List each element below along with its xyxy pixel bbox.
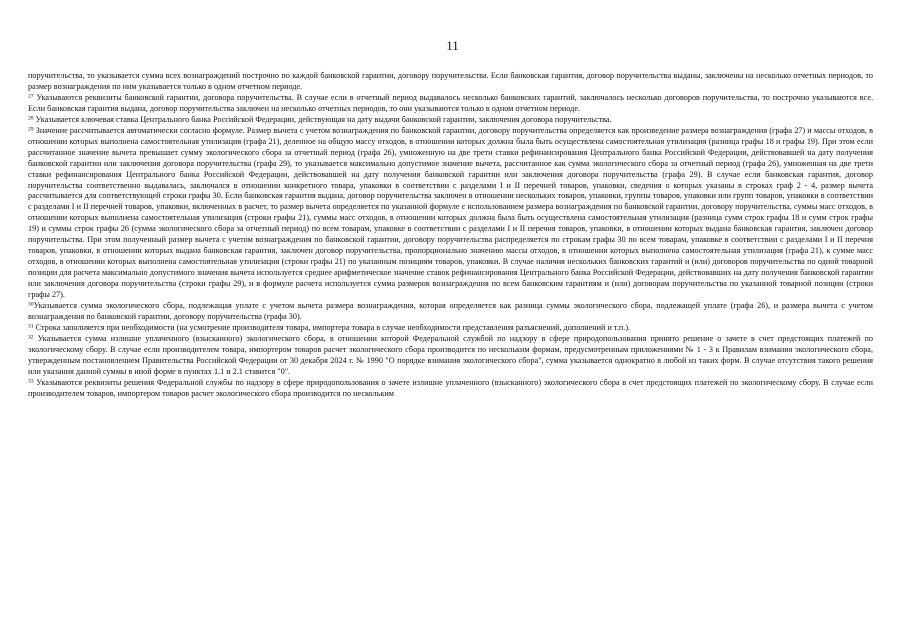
footnote-text: Значение рассчитывается автоматически согласно формуле. Размер вычета с учетом вознаграждения по банковской гарантии, договору поручительства определяется как произведение размера вознаграждения (графа 27) и массы отходов, в отношении которых выполнена самостоятельная утилизация (графа 21), деленное на общую массу отходов, в отношении которых должна была быть осуществлена самостоятельная утилизация (разница графы 18 и графы 19). При этом если рассчитанное значение вычета превышает сумму экологического сбора за отчетный период (графа 26), умноженную на две трети ставки рефинансирования Центрального банка Российской Федерации, действовавшей на дату получения банковской гарантии или заключения договора поручительства (графа 29), то указывается максимально допустимое значение вычета, рассчитанное как сумма экологического сбора за отчетный период (графа 26), умноженная на две трети ставки рефинансирования Центрального банка Российской Федерации, действовавшей на дату получения банковской гарантии или заключения договора поручительства (графа 29). В случае если банковская гарантия, договор поручительства соответственно выдавалась, заключался в отношении конкретного товара, упаковки в соответствии с разделами I и II перечней товаров, упаковки, сведения о которых указаны в строках граф 2 - 4, размер вычета рассчитывается для соответствующей строки графы 30. Если банковская гарантия выдана, договор поручительства заключен в отношении нескольких товаров, упаковки, группы товаров, упаковки или групп товаров, упаковки в соответствии с разделами I и II перечней товаров, упаковки, включенных в расчет, то размер вычета определяется по указанной формуле с использованием размера вознаграждения по банковской гарантии, договору поручительства, суммы масс отходов, в отношении которых выполнена самостоятельная утилизация (строки графы 21), суммы масс отходов, в отношении которых должна была быть осуществлена самостоятельная утилизация (разница сумм строк графы 18 и сумм строк графы 19) и суммы строк графы 26 (сумма экологического сбора за отчетный период) по всем товарам, упаковке в соответствии с разделами I и II перечня товаров, упаковки, в отношении которых выдана банковская гарантия, заключен договор поручительства. При этом полученный размер вычета с учетом вознаграждения по банковской гарантии, договору поручительства распределяется по строкам графы 30 по всем товарам, упаковке в соответствии с разделами I и II перечня товаров, упаковки, в отношении которых выдана банковская гарантия, заключен договор поручительства, пропорционально значению массы отходов, в отношении которых выполнена самостоятельная утилизация (графа 21), к сумме масс отходов, в отношении которых выполнена самостоятельная утилизация (строки графы 21) по указанным позициям товаров, упаковки. В случае наличия нескольких банковских гарантий и (или) договоров поручительства по одной товарной позиции для расчета максимально допустимого значения вычета используется среднее арифметическое значение ставок рефинансирования Центрального банка Российской Федерации, действовавших на дату получения банковской гарантии или заключения договора поручительства (строки графы 29), и в формуле расчета используется сумма размеров вознаграждения по всем банковским гарантиям и (или) договорам поручительства по указанной товарной позиции (строки графы 27). (28, 125, 873, 300)
footnote-paragraph (28, 334, 873, 378)
footnote-text: Указываются реквизиты решения Федеральной службы по надзору в сфере природопользования о зачете излишне уплаченного (взысканного) экологического сбора в счет предстоящих платежей по экологическому сбору. В случае если производителем товаров, импортером товаров расчет экологического сбора производится по нескольким (28, 377, 874, 398)
footnote-text: Указывается сумма излишне уплаченного (взысканного) экологического сбора, в отношении которой Федеральной службой по надзору в сфере природопользования принято решение о зачете в счет предстоящих платежей по экологическому сбору. В случае если производителем товара, импортером товаров расчет экологического сбора производится по нескольким формам, предусмотренным приложениями № 1 - 3 к Правилам взимания экологического сбора, утвержденным постановлением Правительства Российской Федерации от 30 декабря 2024 г. № 1990 "О порядке взимания экологического сбора", сумма указывается однократно в любой из таких форм. В случае отсутствия такого решения или указания данной суммы в иной форме в пунктах 1.1 и 2.1 ставится "0". (28, 333, 873, 376)
footnote-number: 28 (28, 115, 34, 122)
footnote-paragraph (28, 378, 873, 400)
footnote-number: 33 (28, 378, 34, 385)
footnote-paragraph (28, 301, 873, 323)
footnote-text: Указывается ключевая ставка Центрального банка Российской Федерации, действующая на дату выдачи банковской гарантии, заключения договора поручительства. (35, 114, 612, 124)
page-number: 11 (446, 38, 459, 53)
footnote-paragraph (28, 93, 873, 115)
footnote-text: Указываются реквизиты банковской гарантии, договора поручительства. В случае если в отчетный период выдавалось несколько банковских гарантий, заключалось несколько договоров поручительства, то построчно указываются все. Если банковская гарантия выдана, договор поручительства заключен на несколько отчетных периодов, то они указываются только в одном отчетном периоде. (28, 92, 874, 113)
footnote-number: 27 (28, 93, 34, 100)
footnote-paragraph (28, 115, 873, 126)
document-body (28, 71, 873, 400)
footnote-text: Строка заполняется при необходимости (на усмотрение производителя товара, импортера товара в случае необходимости представления разъяснений, дополнений и т.п.). (35, 322, 631, 332)
footnote-number: 29 (28, 126, 34, 133)
footnote-paragraph (28, 71, 873, 93)
footnote-number: 32 (28, 334, 34, 341)
footnote-text: поручительства, то указывается сумма всех вознаграждений построчно по каждой банковской гарантии, договору поручительства. Если банковская гарантия, договор поручительства выданы, заключены на несколько отчетных периодов, то размер вознаграждения по ним указывается только в одном отчетном периоде. (28, 71, 873, 91)
footnote-paragraph (28, 323, 873, 334)
footnote-number: 31 (28, 323, 34, 330)
footnote-text: Указывается сумма экологического сбора, подлежащая уплате с учетом вычета размера вознаграждения, которая определяется как разница суммы экологического сбора, подлежащей уплате (графа 26), и размера вычета с учетом вознаграждения по банковской гарантии, договору поручительства (графа 30). (28, 301, 873, 321)
footnote-number: 30 (28, 301, 34, 308)
footnote-paragraph (28, 126, 873, 301)
